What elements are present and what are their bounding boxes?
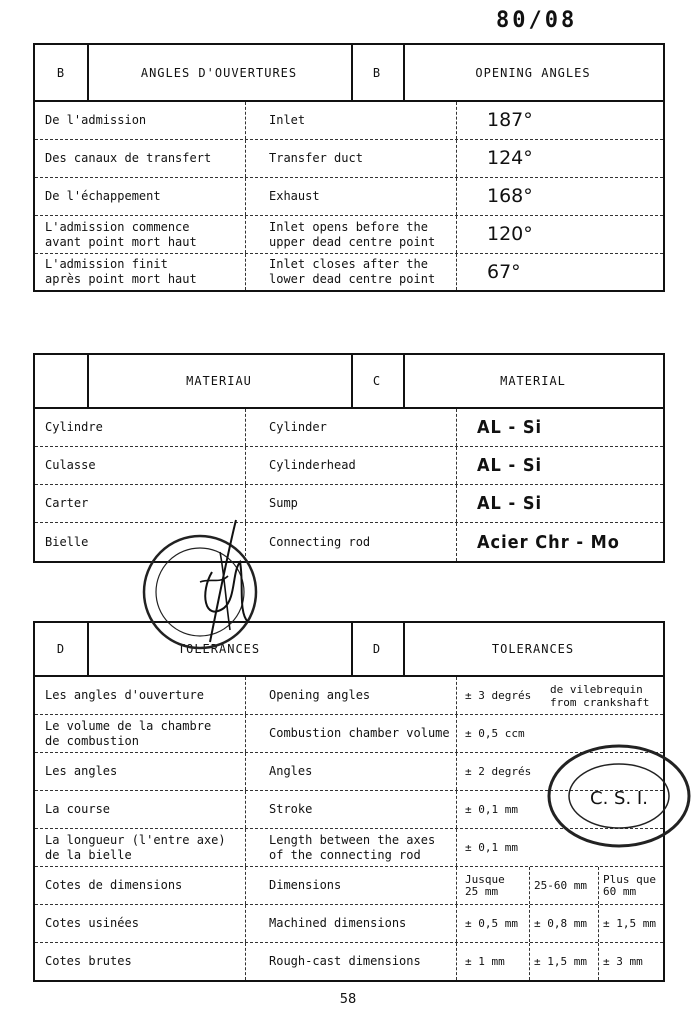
column-divider bbox=[245, 943, 246, 980]
stamp-center-text: C. S. I. bbox=[590, 788, 648, 809]
label-fr: Cylindre bbox=[45, 420, 103, 434]
page-number: 58 bbox=[339, 992, 357, 1007]
column-divider bbox=[456, 943, 457, 980]
column-divider bbox=[245, 829, 246, 866]
dimension-col-b: ± 1,5 mm bbox=[534, 954, 587, 968]
dimension-col-a: Jusque 25 mm bbox=[465, 872, 505, 898]
column-divider bbox=[245, 677, 246, 714]
section-title-fr: TOLERANCES bbox=[177, 642, 261, 656]
column-divider bbox=[456, 791, 457, 828]
dimension-col-c: ± 1,5 mm bbox=[603, 916, 656, 930]
tolerance-note: de vilebrequin from crankshaft bbox=[550, 682, 650, 709]
column-divider bbox=[456, 254, 457, 290]
dimension-col-c: ± 3 mm bbox=[603, 954, 643, 968]
tolerance-value: ± 0,1 mm bbox=[465, 803, 518, 816]
column-divider bbox=[245, 102, 246, 139]
label-fr: La longueur (l'entre axe) de la bielle bbox=[45, 832, 226, 862]
table-row bbox=[35, 178, 663, 216]
table-row bbox=[35, 677, 663, 715]
section-title-en: MATERIAL bbox=[500, 374, 566, 388]
column-divider bbox=[245, 216, 246, 253]
label-fr: Bielle bbox=[45, 534, 89, 549]
label-en: Inlet opens before the upper dead centre point bbox=[269, 219, 436, 249]
angle-value: 168° bbox=[487, 185, 533, 207]
label-fr: Des canaux de transfert bbox=[45, 151, 212, 165]
label-en: Opening angles bbox=[269, 688, 371, 702]
label-en: Rough-cast dimensions bbox=[269, 954, 421, 968]
column-divider bbox=[456, 905, 457, 942]
label-en: Combustion chamber volume bbox=[269, 726, 450, 740]
label-en: Cylinderhead bbox=[269, 458, 356, 472]
column-divider bbox=[456, 447, 457, 484]
table-row bbox=[35, 254, 663, 290]
dimension-col-a: ± 1 mm bbox=[465, 954, 505, 968]
table-row bbox=[35, 102, 663, 140]
section-code: D bbox=[372, 642, 382, 656]
angle-value: 67° bbox=[487, 260, 521, 283]
column-divider bbox=[456, 178, 457, 215]
dimension-col-b: ± 0,8 mm bbox=[534, 916, 587, 930]
column-divider bbox=[456, 140, 457, 177]
column-divider bbox=[456, 715, 457, 752]
column-divider bbox=[245, 254, 246, 290]
table-header bbox=[35, 355, 663, 409]
column-divider bbox=[456, 677, 457, 714]
label-en: Machined dimensions bbox=[269, 916, 407, 930]
table-row bbox=[35, 485, 663, 523]
table-row bbox=[35, 140, 663, 178]
column-divider bbox=[245, 905, 246, 942]
tolerance-value: ± 2 degrés bbox=[465, 765, 532, 778]
tolerance-value: ± 3 degrés bbox=[465, 689, 532, 702]
label-fr: Le volume de la chambre de combustion bbox=[45, 718, 212, 748]
label-fr: Culasse bbox=[45, 458, 96, 472]
column-divider bbox=[456, 409, 457, 446]
column-divider bbox=[456, 829, 457, 866]
label-en: Stroke bbox=[269, 802, 313, 816]
italian-federation-stamp bbox=[140, 512, 270, 652]
section-code: B bbox=[56, 65, 66, 80]
table-header bbox=[35, 45, 663, 102]
column-divider bbox=[456, 523, 457, 561]
table-material bbox=[33, 353, 665, 563]
column-divider bbox=[245, 791, 246, 828]
label-fr: L'admission commence avant point mort haut bbox=[45, 219, 197, 249]
label-en: Sump bbox=[269, 496, 298, 510]
section-code: C bbox=[372, 374, 382, 388]
document-number: 80/08 bbox=[496, 8, 578, 33]
label-fr: De l'échappement bbox=[45, 189, 161, 203]
label-fr: Carter bbox=[45, 496, 89, 510]
label-en: Inlet closes after the lower dead centre point bbox=[269, 257, 436, 286]
angle-value: 187° bbox=[487, 109, 533, 131]
label-fr: Cotes usinées bbox=[45, 916, 139, 930]
column-divider bbox=[245, 715, 246, 752]
material-value: AL - Si bbox=[477, 455, 543, 476]
table-row bbox=[35, 447, 663, 485]
column-divider bbox=[456, 102, 457, 139]
tolerance-value: ± 0,1 mm bbox=[465, 841, 518, 854]
column-divider bbox=[245, 409, 246, 446]
table-row bbox=[35, 216, 663, 254]
table-row bbox=[35, 409, 663, 447]
dimension-col-b: 25-60 mm bbox=[534, 878, 587, 892]
label-en: Inlet bbox=[269, 113, 306, 127]
dimension-col-a: ± 0,5 mm bbox=[465, 916, 518, 930]
table-row bbox=[35, 905, 663, 943]
angle-value: 120° bbox=[487, 223, 533, 245]
table-row bbox=[35, 867, 663, 905]
column-divider bbox=[456, 485, 457, 522]
label-fr: L'admission finit après point mort haut bbox=[45, 257, 197, 286]
label-fr: Cotes de dimensions bbox=[45, 878, 183, 892]
table-opening-angles bbox=[33, 43, 665, 292]
tolerance-value: ± 0,5 ccm bbox=[465, 727, 525, 740]
label-fr: Les angles bbox=[45, 764, 118, 778]
label-en: Angles bbox=[269, 764, 313, 778]
label-fr: La course bbox=[45, 802, 111, 816]
section-title-en: TOLERANCES bbox=[491, 642, 575, 656]
table-header bbox=[35, 623, 663, 677]
label-en: Transfer duct bbox=[269, 151, 363, 165]
column-divider bbox=[245, 753, 246, 790]
label-fr: De l'admission bbox=[45, 113, 147, 127]
label-en: Length between the axes of the connecting rod bbox=[269, 832, 436, 862]
label-en: Connecting rod bbox=[269, 534, 371, 549]
section-title-fr: MATERIAU bbox=[186, 374, 252, 388]
angle-value: 124° bbox=[487, 147, 533, 169]
column-divider bbox=[245, 178, 246, 215]
column-divider bbox=[245, 140, 246, 177]
dimension-col-c: Plus que 60 mm bbox=[603, 872, 656, 898]
csi-stamp bbox=[545, 742, 693, 850]
section-title-fr: ANGLES D'OUVERTURES bbox=[140, 65, 298, 80]
table-row bbox=[35, 523, 663, 561]
column-divider bbox=[245, 447, 246, 484]
label-fr: Les angles d'ouverture bbox=[45, 688, 204, 702]
section-code: D bbox=[56, 642, 66, 656]
material-value: Acier Chr - Mo bbox=[477, 531, 620, 553]
section-title-en: OPENING ANGLES bbox=[475, 65, 591, 80]
section-code: B bbox=[372, 65, 382, 80]
material-value: AL - Si bbox=[477, 493, 543, 514]
label-en: Dimensions bbox=[269, 878, 342, 892]
column-divider bbox=[456, 867, 457, 904]
label-en: Exhaust bbox=[269, 189, 320, 203]
column-divider bbox=[456, 753, 457, 790]
column-divider bbox=[245, 867, 246, 904]
table-row bbox=[35, 943, 663, 980]
material-value: AL - Si bbox=[477, 417, 543, 438]
label-en: Cylinder bbox=[269, 420, 327, 434]
label-fr: Cotes brutes bbox=[45, 954, 132, 968]
column-divider bbox=[456, 216, 457, 253]
